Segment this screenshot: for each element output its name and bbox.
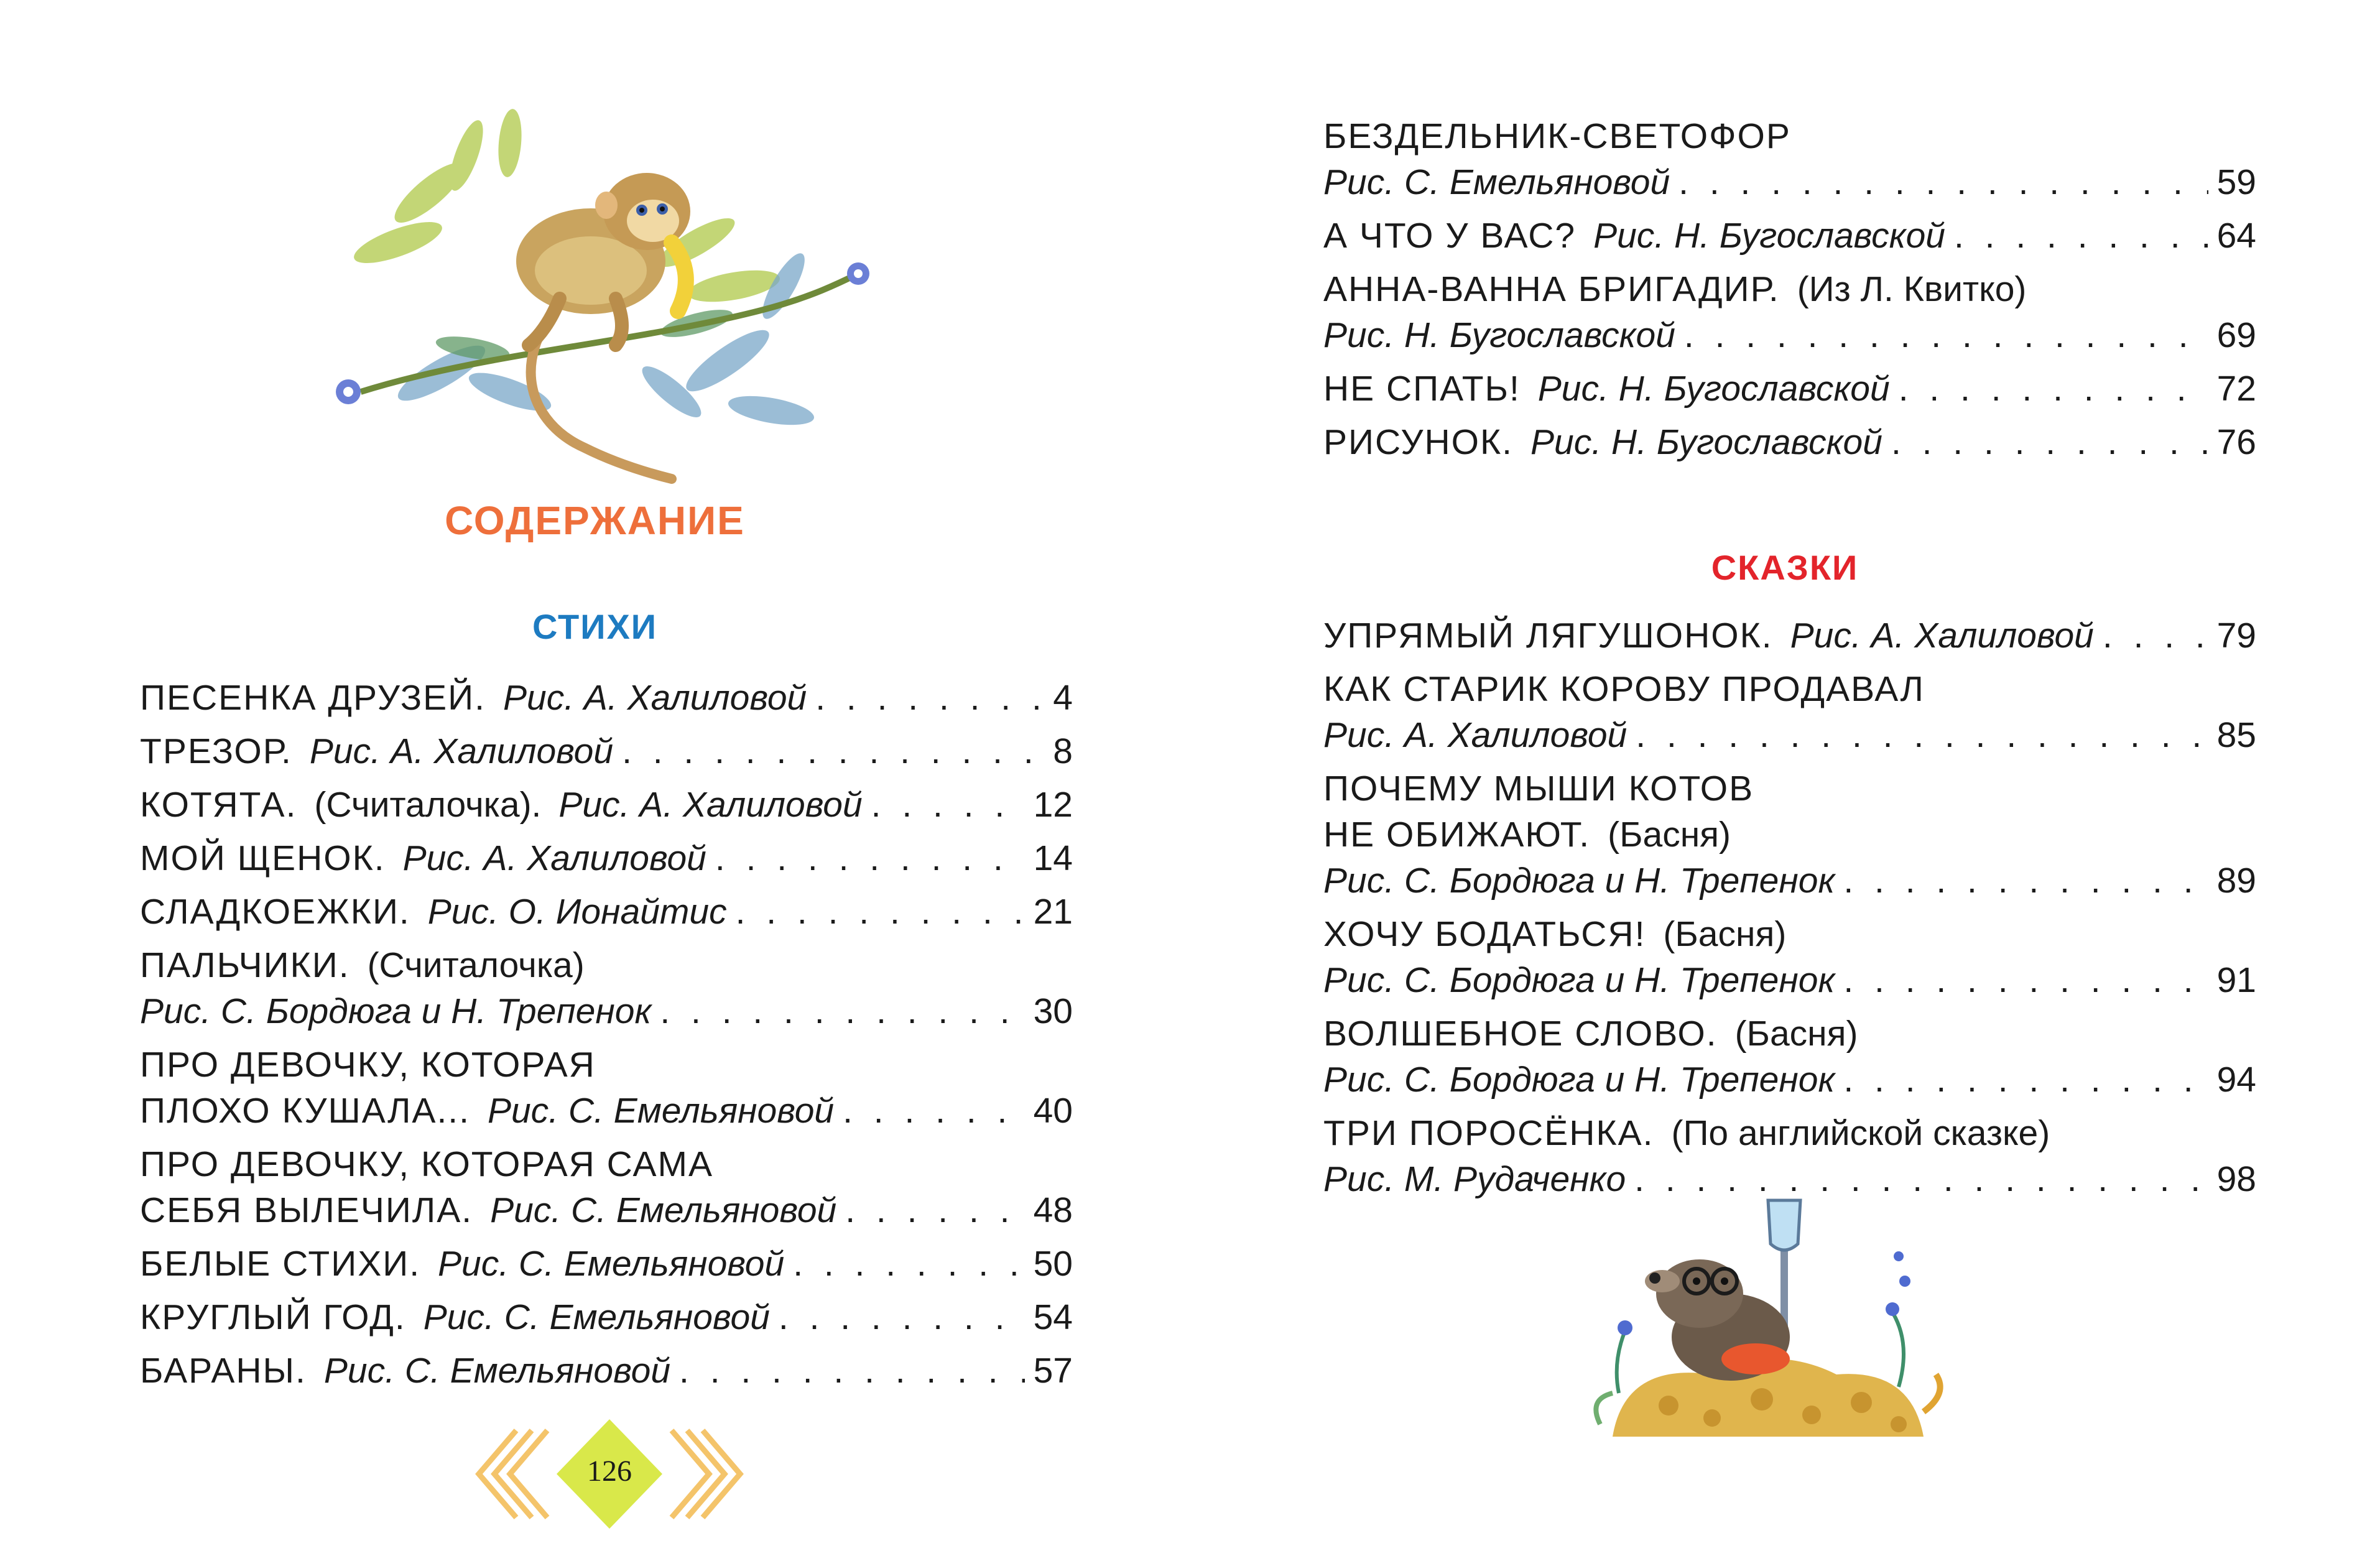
entry-illustrator: Рис. А. Халиловой xyxy=(402,838,706,878)
monkey-on-branch-icon xyxy=(323,100,883,485)
entry-title: МОЙ ЩЕНОК. xyxy=(140,838,386,878)
entry-note: (Из Л. Квитко) xyxy=(1797,269,2027,309)
entry-note: (По английской сказке) xyxy=(1671,1113,2050,1153)
dot-leader xyxy=(871,782,1025,828)
entry-illustrator: Рис. Н. Бугославской xyxy=(1593,216,1945,256)
section-title-poems: СТИХИ xyxy=(532,607,658,646)
entry-page: 85 xyxy=(2216,715,2256,755)
toc-entry[interactable] xyxy=(140,942,1073,1034)
right-page xyxy=(1190,0,2380,1543)
entry-title: ХОЧУ БОДАТЬСЯ! xyxy=(1323,914,1646,954)
dot-leader xyxy=(736,889,1025,935)
entry-page: 48 xyxy=(1033,1190,1073,1230)
toc-entry[interactable] xyxy=(1323,266,2256,358)
toc-entry[interactable] xyxy=(1323,419,2256,465)
entry-title: СЕБЯ ВЫЛЕЧИЛА. xyxy=(140,1190,473,1230)
entry-illustrator: Рис. Н. Бугославской xyxy=(1323,315,1675,355)
entry-title: УПРЯМЫЙ ЛЯГУШОНОК. xyxy=(1323,616,1773,656)
entry-title: БАРАНЫ. xyxy=(140,1351,307,1391)
entry-title: БЕЛЫЕ СТИХИ. xyxy=(140,1244,421,1284)
mole-illustration xyxy=(1575,1188,1961,1462)
toc-entry[interactable] xyxy=(1323,1011,2256,1103)
entry-page: 89 xyxy=(2216,861,2256,901)
dot-leader xyxy=(779,1294,1025,1340)
entry-title: АННА-ВАННА БРИГАДИР. xyxy=(1323,269,1780,309)
toc-entry[interactable] xyxy=(1323,113,2256,205)
entry-title: СЛАДКОЕЖКИ. xyxy=(140,892,410,932)
entry-page: 57 xyxy=(1033,1351,1073,1391)
entry-page: 4 xyxy=(1053,678,1073,718)
entry-note: (Считалочка). xyxy=(314,785,542,825)
entry-page: 54 xyxy=(1033,1297,1073,1337)
monkey-illustration xyxy=(323,100,883,485)
dot-leader xyxy=(1843,957,2208,1003)
entry-note: (Считалочка) xyxy=(367,945,585,985)
entry-page: 98 xyxy=(2216,1159,2256,1199)
entry-illustrator: Рис. С. Бордюга и Н. Трепенок xyxy=(1323,960,1835,1000)
toc-entry[interactable] xyxy=(140,1294,1073,1340)
entry-title-line1: ПОЧЕМУ МЫШИ КОТОВ xyxy=(1323,769,1754,809)
dot-leader xyxy=(815,675,1044,721)
entry-title: ПАЛЬЧИКИ. xyxy=(140,945,350,985)
entry-illustrator: Рис. А. Халиловой xyxy=(1790,616,2094,656)
entry-illustrator: Рис. С. Емельяновой xyxy=(423,1297,770,1337)
mole-with-shovel-icon xyxy=(1575,1188,1961,1462)
entry-note: (Басня) xyxy=(1734,1014,1858,1054)
page-number: 126 xyxy=(587,1455,632,1488)
toc-entry[interactable] xyxy=(140,1348,1073,1394)
section-title-tales: СКАЗКИ xyxy=(1711,548,1859,587)
dot-leader xyxy=(1679,159,2208,205)
entry-page: 76 xyxy=(2216,422,2256,462)
entry-title: НЕ ОБИЖАЮТ. xyxy=(1323,815,1591,855)
dot-leader xyxy=(1636,712,2208,758)
entry-page: 8 xyxy=(1053,731,1073,771)
entry-illustrator: Рис. С. Бордюга и Н. Трепенок xyxy=(1323,1060,1835,1100)
toc-entry[interactable] xyxy=(1323,213,2256,259)
entry-illustrator: Рис. О. Ионайтис xyxy=(427,892,727,932)
entry-title: КОТЯТА. xyxy=(140,785,297,825)
dot-leader xyxy=(660,988,1024,1034)
toc-entry[interactable] xyxy=(140,1241,1073,1287)
toc-entry[interactable] xyxy=(140,1141,1073,1233)
entry-page: 79 xyxy=(2216,616,2256,656)
contents-title: СОДЕРЖАНИЕ xyxy=(445,498,745,543)
entry-illustrator: Рис. С. Емельяновой xyxy=(487,1091,835,1131)
entry-illustrator: Рис. Н. Бугославской xyxy=(1537,369,1890,409)
entry-illustrator: Рис. Н. Бугославской xyxy=(1530,422,1882,462)
entry-page: 69 xyxy=(2216,315,2256,355)
entry-illustrator: Рис. С. Емельяновой xyxy=(490,1190,837,1230)
entry-illustrator: Рис. С. Емельяновой xyxy=(1323,162,1670,202)
entry-page: 40 xyxy=(1033,1091,1073,1131)
entry-page: 14 xyxy=(1033,838,1073,878)
toc-entry[interactable] xyxy=(1323,911,2256,1003)
entry-note: (Басня) xyxy=(1663,914,1787,954)
entry-page: 21 xyxy=(1033,892,1073,932)
toc-entry[interactable] xyxy=(1323,366,2256,412)
toc-entry[interactable] xyxy=(140,782,1073,828)
entry-title: ТРИ ПОРОСЁНКА. xyxy=(1323,1113,1654,1153)
toc-entry[interactable] xyxy=(140,1042,1073,1134)
entry-page: 72 xyxy=(2216,369,2256,409)
entry-illustrator: Рис. С. Бордюга и Н. Трепенок xyxy=(140,991,652,1031)
toc-tales-list xyxy=(1323,613,2256,1210)
toc-entry[interactable] xyxy=(1323,666,2256,758)
entry-title: РИСУНОК. xyxy=(1323,422,1514,462)
entry-illustrator: Рис. С. Емельяновой xyxy=(438,1244,785,1284)
dot-leader xyxy=(622,728,1044,774)
dot-leader xyxy=(1891,419,2208,465)
dot-leader xyxy=(679,1348,1025,1394)
toc-poems-continued xyxy=(1323,113,2256,473)
entry-note: (Басня) xyxy=(1608,815,1731,855)
entry-title-line1: ПРО ДЕВОЧКУ, КОТОРАЯ xyxy=(140,1045,596,1085)
entry-illustrator: Рис. А. Халиловой xyxy=(502,678,807,718)
toc-entry[interactable] xyxy=(140,889,1073,935)
page-number-badge xyxy=(473,1412,746,1536)
entry-illustrator: Рис. М. Рудаченко xyxy=(1323,1159,1626,1199)
entry-title: ПЛОХО КУШАЛА... xyxy=(140,1091,470,1131)
entry-title-line1: ПРО ДЕВОЧКУ, КОТОРАЯ САМА xyxy=(140,1144,714,1184)
toc-entry[interactable] xyxy=(140,835,1073,881)
entry-illustrator: Рис. А. Халиловой xyxy=(309,731,614,771)
entry-title: ПЕСЕНКА ДРУЗЕЙ. xyxy=(140,678,486,718)
toc-entry[interactable] xyxy=(1323,766,2256,904)
entry-page: 30 xyxy=(1033,991,1073,1031)
dot-leader xyxy=(1899,366,2208,412)
dot-leader xyxy=(1684,312,2208,358)
entry-page: 91 xyxy=(2216,960,2256,1000)
dot-leader xyxy=(845,1187,1024,1233)
entry-title: КРУГЛЫЙ ГОД. xyxy=(140,1297,406,1337)
entry-page: 12 xyxy=(1033,785,1073,825)
dot-leader xyxy=(793,1241,1024,1287)
entry-title: ВОЛШЕБНОЕ СЛОВО. xyxy=(1323,1014,1718,1054)
entry-page: 50 xyxy=(1033,1244,1073,1284)
entry-page: 94 xyxy=(2216,1060,2256,1100)
toc-entry[interactable] xyxy=(140,675,1073,721)
dot-leader xyxy=(1954,213,2208,259)
dot-leader xyxy=(1843,858,2208,904)
entry-title: КАК СТАРИК КОРОВУ ПРОДАВАЛ xyxy=(1323,669,1925,709)
dot-leader xyxy=(2103,613,2208,659)
dot-leader xyxy=(715,835,1025,881)
entry-title: А ЧТО У ВАС? xyxy=(1323,216,1577,256)
entry-illustrator: Рис. С. Емельяновой xyxy=(323,1351,671,1391)
entry-title: НЕ СПАТЬ! xyxy=(1323,369,1521,409)
toc-poems-list xyxy=(140,675,1073,1401)
entry-page: 64 xyxy=(2216,216,2256,256)
dot-leader xyxy=(1843,1057,2208,1103)
entry-illustrator: Рис. А. Халиловой xyxy=(1323,715,1628,755)
entry-title: ТРЕЗОР. xyxy=(140,731,292,771)
entry-page: 59 xyxy=(2216,162,2256,202)
entry-title: БЕЗДЕЛЬНИК-СВЕТОФОР xyxy=(1323,116,1791,156)
entry-illustrator: Рис. А. Халиловой xyxy=(558,785,863,825)
toc-entry[interactable] xyxy=(140,728,1073,774)
dot-leader xyxy=(843,1088,1024,1134)
toc-entry[interactable] xyxy=(1323,613,2256,659)
entry-illustrator: Рис. С. Бордюга и Н. Трепенок xyxy=(1323,861,1835,901)
